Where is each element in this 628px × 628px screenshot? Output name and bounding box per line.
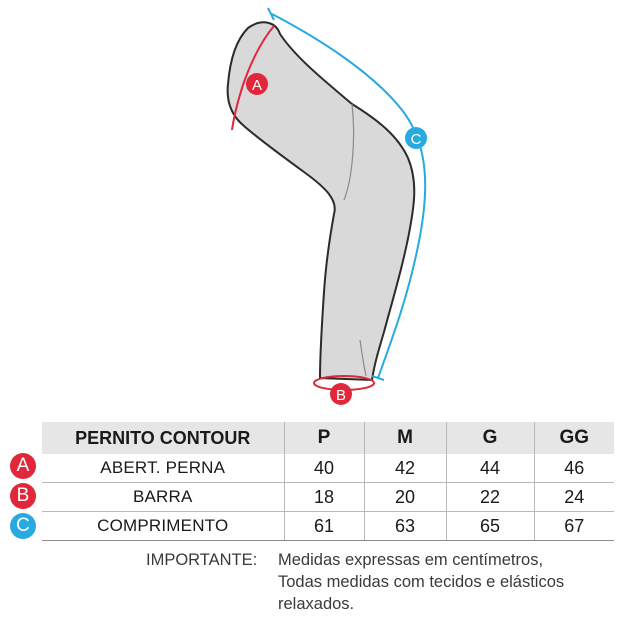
cell-value: 44	[446, 454, 534, 483]
header-size-p: P	[284, 422, 364, 454]
table-row	[42, 512, 614, 541]
cell-value: 65	[446, 512, 534, 541]
note-label: IMPORTANTE:	[146, 551, 258, 569]
svg-text:B: B	[335, 387, 347, 404]
note-line: Medidas expressas em centímetros,	[278, 551, 544, 569]
row-label: ABERT. PERNA	[42, 454, 284, 483]
cell-value: 63	[364, 512, 446, 541]
header-product: PERNITO CONTOUR	[42, 422, 284, 454]
cell-value: 42	[364, 454, 446, 483]
marker-b	[330, 383, 352, 405]
cell-value: 22	[446, 483, 534, 512]
marker-a	[246, 73, 268, 95]
table-row	[42, 483, 614, 512]
svg-text:A: A	[251, 77, 263, 94]
cell-value: 18	[284, 483, 364, 512]
note-line: Todas medidas com tecidos e elásticos	[278, 573, 565, 591]
badge-c: C	[10, 513, 36, 539]
header-size-m: M	[364, 422, 446, 454]
badge-b: B	[10, 483, 36, 509]
cell-value: 24	[534, 483, 614, 512]
svg-text:C: C	[410, 131, 422, 148]
note-line: relaxados.	[278, 595, 355, 613]
cell-value: 40	[284, 454, 364, 483]
size-table	[42, 422, 614, 541]
cell-value: 61	[284, 512, 364, 541]
cell-value: 46	[534, 454, 614, 483]
row-label: BARRA	[42, 483, 284, 512]
cell-value: 67	[534, 512, 614, 541]
badge-a: A	[10, 453, 36, 479]
row-label: COMPRIMENTO	[42, 512, 284, 541]
table-header-row	[42, 422, 614, 454]
header-size-gg: GG	[534, 422, 614, 454]
header-size-g: G	[446, 422, 534, 454]
cell-value: 20	[364, 483, 446, 512]
marker-c	[405, 127, 427, 149]
table-row	[42, 454, 614, 483]
